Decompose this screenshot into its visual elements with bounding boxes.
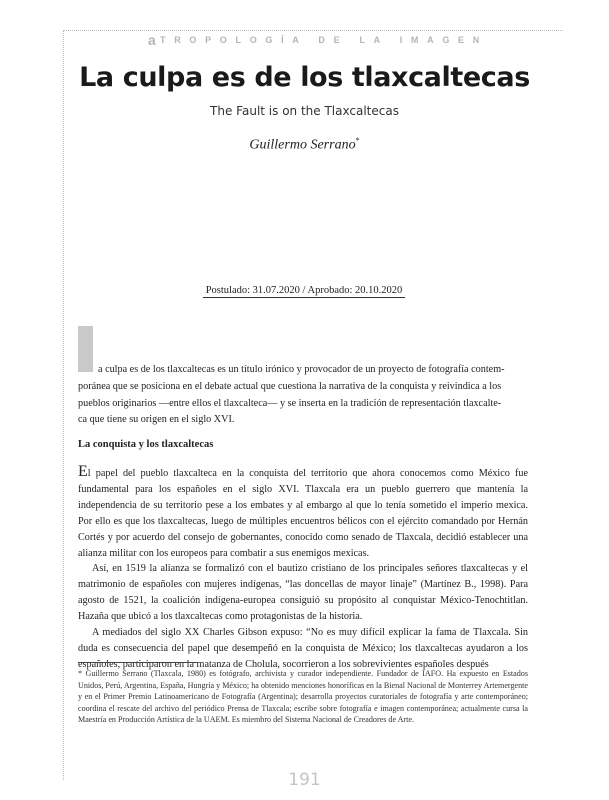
author-name: Guillermo Serrano [249, 137, 356, 153]
abstract-line: poránea que se posiciona en el debate actual que cuestiona la narrativa de la conquista y reivindica a los [78, 380, 502, 392]
author-footnote-mark[interactable]: * [355, 136, 360, 145]
abstract [78, 362, 528, 429]
paragraph-1 [78, 463, 528, 561]
section-heading: La conquista y los tlaxcaltecas [78, 439, 214, 450]
paragraph-3: A mediados del siglo XX Charles Gibson expuso: “No es muy difícil explicar la fama de Tlaxcala. Sin duda es consecuencia del papel que desempeñó en la conquista de México; los tlaxcaltecas ayudaron a los españoles, participaron en la matanza de Cholula, socorrieron a los sobrevivientes españoles después [78, 627, 528, 670]
author-line [0, 136, 609, 154]
page-border-top [63, 30, 563, 31]
paragraph-1-text: l papel del pueblo tlaxcalteca en la conquista del territorio que ahora conocemos como México fue fundamental para los españoles en el siglo XVI. Tlaxcala era un pueblo guerrero que mantenía la independencia de su territorio pese a los embates y al embargo al que lo tenía sometido el imperio mexica. Por ello es que los tlaxcaltecas, luego de múltiples encuentros bélicos con el ejército comandado por Hernán Cortés y por acuerdo del consejo de gobernantes, conocido como senado de Tlaxcala, decidió establecer una alianza militar con los europeos para combatir a sus enemigos mexicas. [78, 468, 528, 559]
abstract-line: a culpa es de los tlaxcaltecas es un título irónico y provocador de un proyecto de fotografía contem- [98, 364, 505, 375]
paragraph-initial: E [78, 463, 88, 480]
abstract-line: ca que tiene su origen en el siglo XVI. [78, 414, 235, 426]
footnote-rule [78, 662, 198, 663]
running-head-text: TROPOLOGÍA DE LA IMAGEN [160, 35, 488, 45]
journal-logo: a [148, 32, 156, 48]
article-title: La culpa es de los tlaxcaltecas [79, 62, 530, 93]
body-text [78, 463, 528, 673]
submission-dates: Postulado: 31.07.2020 / Aprobado: 20.10.2020 [203, 285, 405, 298]
page-number: 191 [288, 770, 321, 790]
abstract-line: pueblos originarios —entre ellos el tlaxcalteca— y se inserta en la tradición de representación tlaxcalte- [78, 397, 502, 409]
running-header [148, 33, 508, 49]
article-subtitle: The Fault is on the Tlaxcaltecas [210, 104, 399, 118]
paragraph-2: Así, en 1519 la alianza se formalizó con el bautizo cristiano de los principales señores tlaxcaltecas y el matrimonio de españoles con mujeres indígenas, “las doncellas de mayor linaje” (Martínez B., 1998). Para agosto de 1521, la coalición indígena-europea consiguió su propósito al conquistar México-Tenochtitlan. Hazaña que ubicó a los tlaxcaltecas como protagonistas de la historia. [78, 563, 528, 623]
author-footnote: * Guillermo Serrano (Tlaxcala, 1980) es fotógrafo, archivista y curador independiente. Fundador de IAFO. Ha expuesto en Estados Unidos, Perú, Argentina, España, Hungría y México; ha obtenido menciones honoríficas en la Bienal Nacional de Monterrey Artemergente y en el Primer Premio Latinoamericano de Fotografía (Argentina); desarrolla proyectos curatoriales de fotografía y arte contemporáneo; coordina el rescate del archivo del periódico Prensa de Tlaxcala; escribe sobre fotografía e imagen contemporánea; actualmente cursa la Maestría en Producción Artística de la UAEM. Es miembro del Sistema Nacional de Creadores de Arte. [78, 669, 528, 725]
